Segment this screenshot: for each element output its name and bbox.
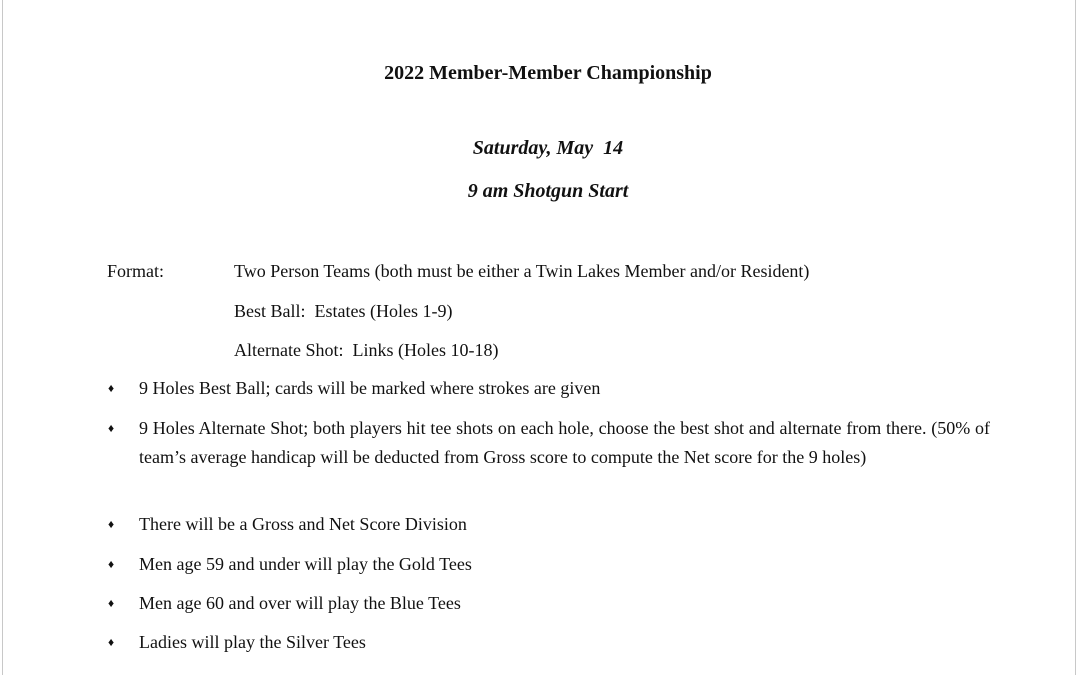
event-date: Saturday, May 14 <box>472 137 624 159</box>
diamond-bullet-icon: ♦ <box>108 421 115 435</box>
bullet-item <box>108 550 990 579</box>
format-line-alternate-shot: Alternate Shot: Links (Holes 10-18) <box>234 340 499 360</box>
format-label: Format: <box>107 261 164 281</box>
bullet-text: Men age 60 and over will play the Blue Tees <box>139 593 461 613</box>
bullet-item <box>108 628 990 657</box>
bullet-item <box>108 374 990 403</box>
diamond-bullet-icon: ♦ <box>108 635 115 649</box>
bullet-item <box>108 414 990 472</box>
diamond-bullet-icon: ♦ <box>108 517 115 531</box>
format-line-best-ball: Best Ball: Estates (Holes 1-9) <box>234 301 453 321</box>
diamond-bullet-icon: ♦ <box>108 381 115 395</box>
document-title: 2022 Member-Member Championship <box>384 62 712 84</box>
diamond-bullet-icon: ♦ <box>108 557 115 571</box>
event-start-time: 9 am Shotgun Start <box>467 180 629 202</box>
page-border-right <box>1075 0 1076 675</box>
diamond-bullet-icon: ♦ <box>108 596 115 610</box>
bullet-item <box>108 510 990 539</box>
bullet-text: There will be a Gross and Net Score Division <box>139 514 467 534</box>
format-line-teams: Two Person Teams (both must be either a Twin Lakes Member and/or Resident) <box>234 261 810 281</box>
page-border-left <box>2 0 3 675</box>
bullet-text: Men age 59 and under will play the Gold Tees <box>139 554 472 574</box>
bullet-text: 9 Holes Best Ball; cards will be marked where strokes are given <box>139 378 601 398</box>
bullet-text: 9 Holes Alternate Shot; both players hit tee shots on each hole, choose the best shot and alternate from there. (50% of team’s average handicap will be deducted from Gross score to compute the Net score for the 9 holes) <box>139 418 990 467</box>
bullet-text: Ladies will play the Silver Tees <box>139 632 366 652</box>
bullet-item <box>108 589 990 618</box>
